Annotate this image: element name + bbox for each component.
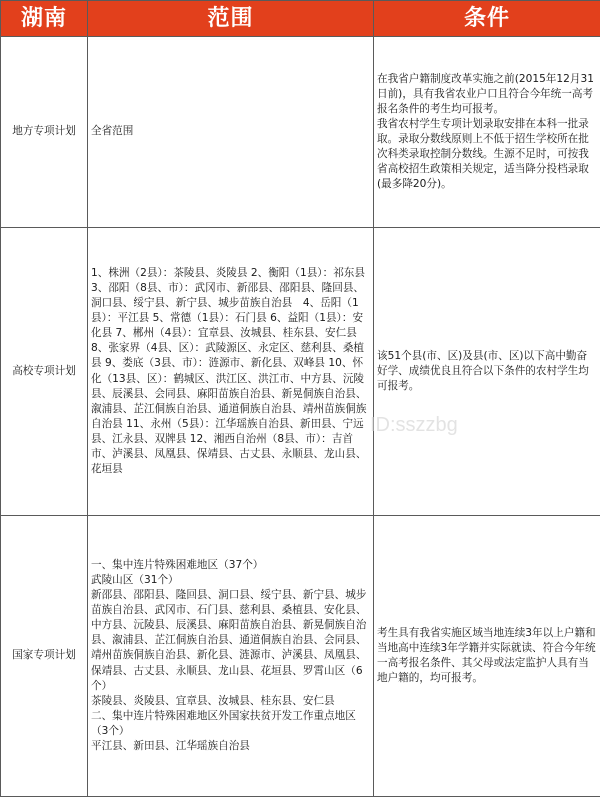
plan-name: 地方专项计划: [1, 37, 88, 228]
scope-text: 一、集中连片特殊困难地区（37个）: [91, 558, 264, 571]
table-row-local-plan: [1, 37, 600, 228]
scope-text: 二、集中连片特殊困难地区外国家扶贫开发工作重点地区（3个）: [91, 709, 356, 737]
plan-name: 高校专项计划: [1, 228, 88, 516]
header-row: [1, 1, 600, 37]
scope-text: 武陵山区（31个）: [91, 573, 179, 586]
table-row-national-plan: [1, 516, 600, 797]
condition-text: 我省农村学生专项计划录取安排在本科一批录取。录取分数线原则上不低于招生学校所在批次科类录取控制分数线。生源不足时，可按我省高校招生政策相关规定，适当降分投档录取(最多降20分)。: [377, 117, 589, 191]
scope-text: 1、株洲（2县）：茶陵县、炎陵县 2、衡阳（1县）：祁东县 3、邵阳（8县、市）：武冈市、新邵县、邵阳县、隆回县、洞口县、绥宁县、新宁县、城步苗族自治县 4、岳阳（1县）：平江县 5、常德（1县）：石门县 6、益阳（1县）：安化县 7、郴州（4县）：宜章县、汝城县、桂东县、安仁县 8、张家界（4县、区）：武陵源区、永定区、慈利县、桑植县 9、娄底（3县、市）：涟源市、新化县、双峰县 10、怀化（13县、区）：鹤城区、洪江区、洪江市、中方县、沅陵县、辰溪县、会同县、麻阳苗族自治县、新晃侗族自治县、溆浦县、芷江侗族自治县、通道侗族自治县、靖州苗族侗族自治县 11、永州（5县）：江华瑶族自治县、新田县、宁远县、江永县、双牌县 12、湘西自治州（8县、市）：吉首市、泸溪县、凤凰县、保靖县、古丈县、永顺县、龙山县、花垣县: [91, 266, 367, 476]
plan-scope: [88, 516, 374, 797]
scope-header: 范围: [88, 1, 374, 37]
scope-text: 新邵县、邵阳县、隆回县、洞口县、绥宁县、新宁县、城步苗族自治县、武冈市、石门县、慈利县、桑植县、安化县、中方县、沅陵县、辰溪县、麻阳苗族自治县、新晃侗族自治县、溆浦县、芷江侗族自治县、通道侗族自治县、会同县、靖州苗族侗族自治县、新化县、涟源市、泸溪县、凤凰县、保靖县、古丈县、永顺县、龙山县、花垣县、罗霄山区（6个）: [91, 589, 367, 692]
plan-scope: [88, 228, 374, 516]
plan-name: 国家专项计划: [1, 516, 88, 797]
condition-text: 考生具有我省实施区域当地连续3年以上户籍和当地高中连续3年学籍并实际就读、符合今年统一高考报名条件、其父母或法定监护人具有当地户籍的，均可报考。: [377, 626, 596, 685]
plan-scope: [88, 37, 374, 228]
watermark: ID:sszzbg: [370, 414, 458, 436]
scope-text: 全省范围: [91, 125, 134, 138]
plan-conditions: [374, 37, 600, 228]
condition-text: 在我省户籍制度改革实施之前(2015年12月31日前)，具有我省农业户口且符合今年统一高考报名条件的考生均可报考。: [377, 72, 594, 115]
province-header: 湖南: [1, 1, 88, 37]
plan-conditions: [374, 516, 600, 797]
conditions-header: 条件: [374, 1, 600, 37]
scope-text: 平江县、新田县、江华瑶族自治县: [91, 740, 250, 753]
table-row-university-plan: [1, 228, 600, 516]
plan-conditions: [374, 228, 600, 516]
scope-text: 茶陵县、炎陵县、宜章县、汝城县、桂东县、安仁县: [91, 694, 335, 707]
condition-text: 该51个县(市、区)及县(市、区)以下高中勤奋好学、成绩优良且符合以下条件的农村学生均可报考。: [377, 349, 589, 393]
